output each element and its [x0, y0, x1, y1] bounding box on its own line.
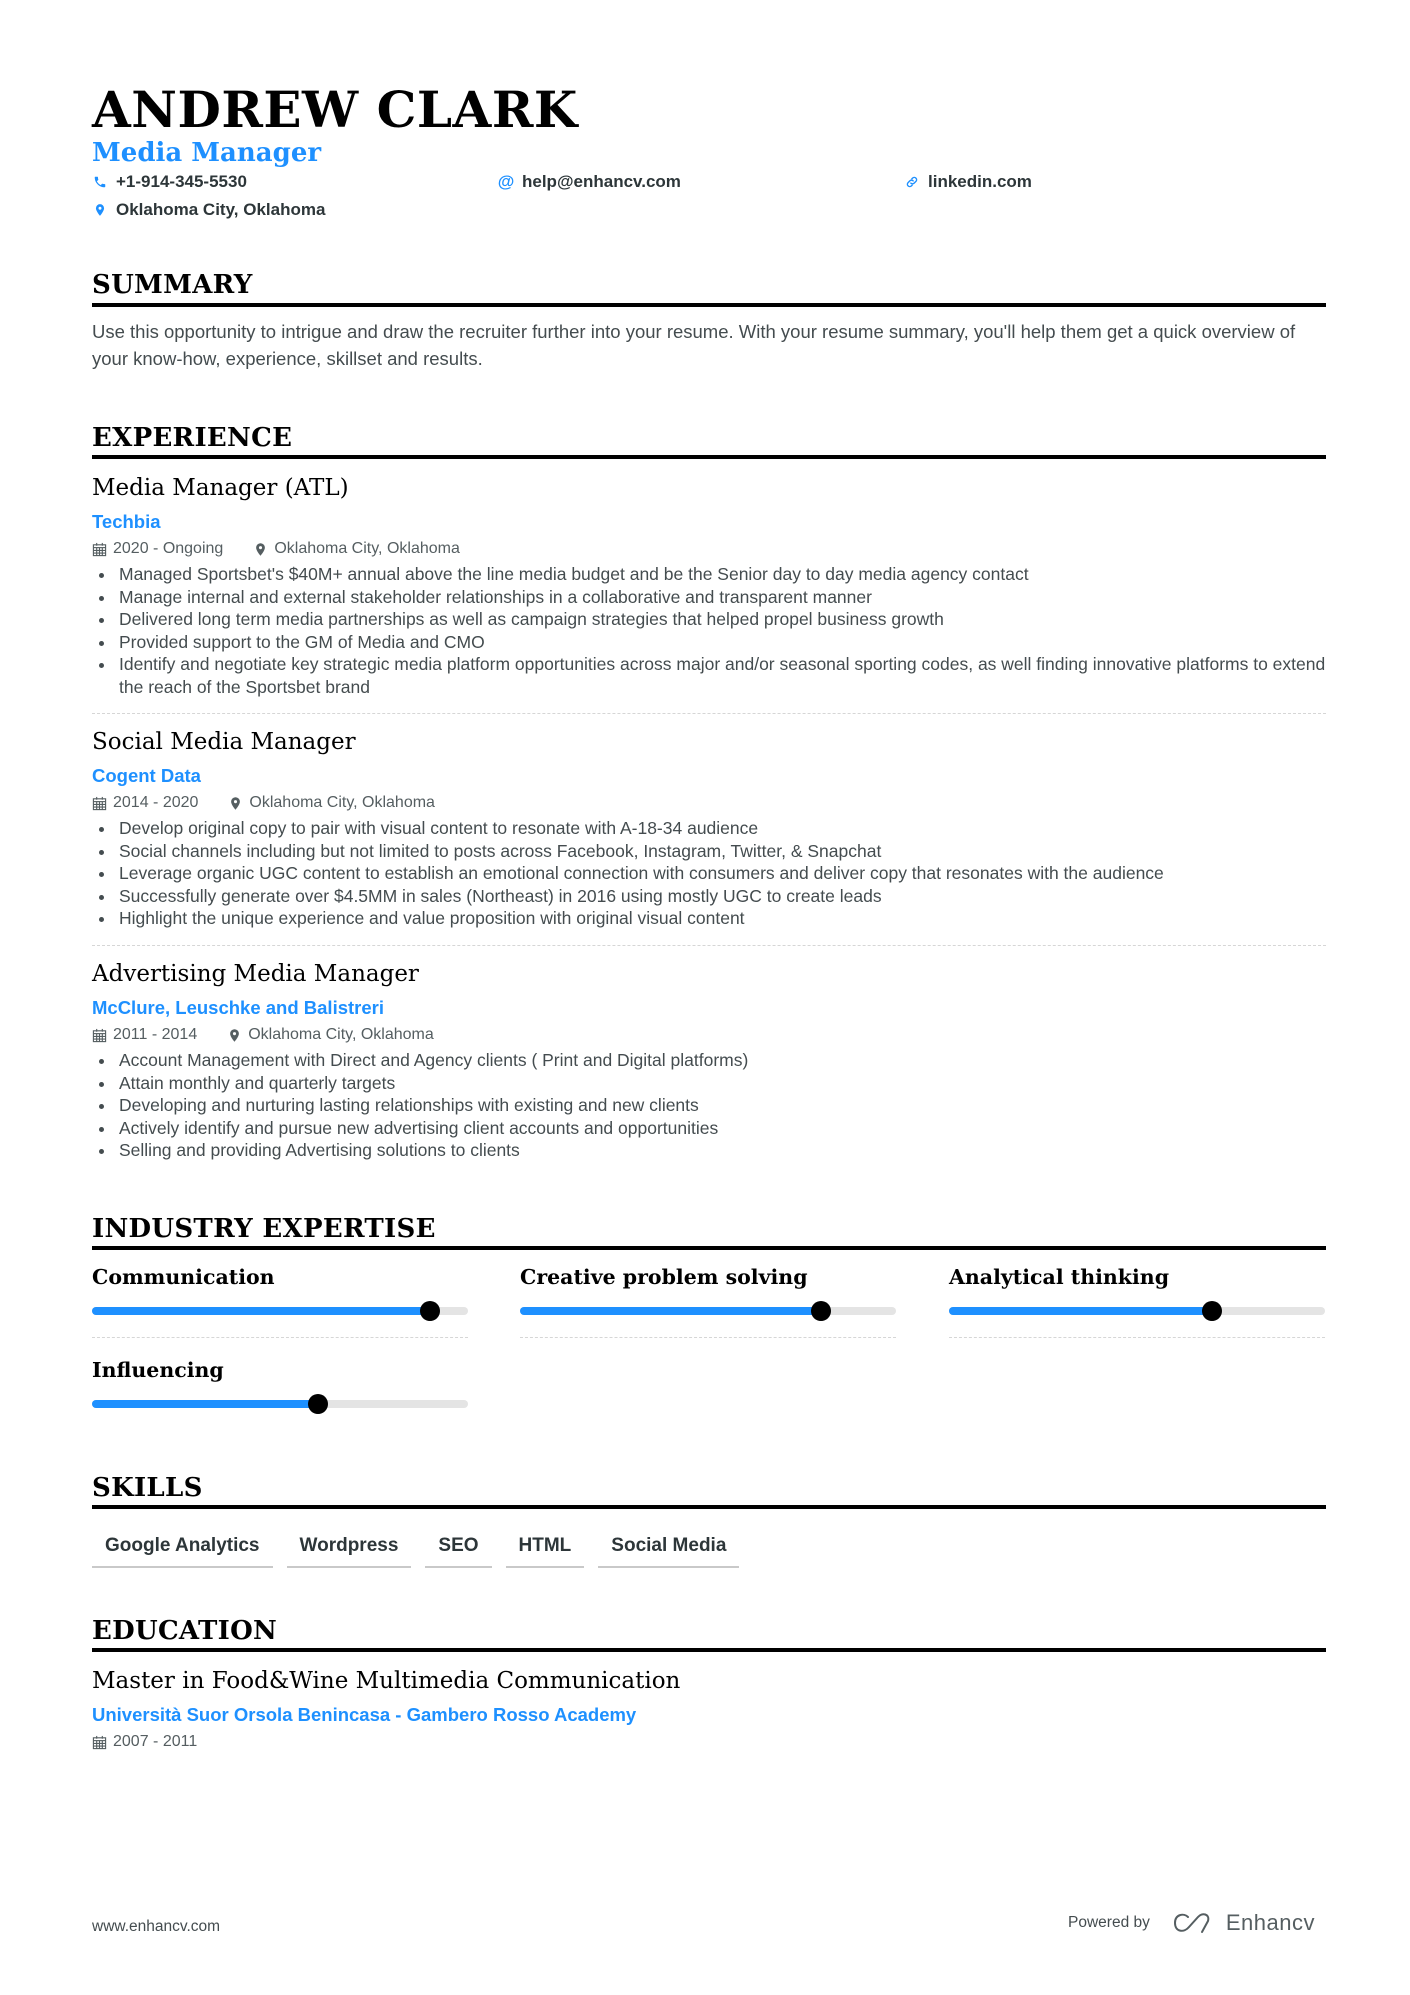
bullet-item: Delivered long term media partnerships as well as campaign strategies that helped propel business growth — [92, 608, 1326, 631]
job-entry — [92, 473, 1326, 698]
section-title-expertise: INDUSTRY EXPERTISE — [92, 1214, 436, 1244]
skill-tag: SEO — [425, 1530, 491, 1568]
degree-title: Master in Food&Wine Multimedia Communication — [92, 1668, 681, 1694]
job-title: Social Media Manager — [92, 729, 356, 755]
calendar-icon — [92, 796, 107, 811]
school-name: Università Suor Orsola Benincasa - Gambero Rosso Academy — [92, 1704, 637, 1725]
job-dates: 2014 - 2020 — [113, 794, 199, 811]
job-bullets — [92, 817, 1326, 930]
slider-fill — [92, 1400, 318, 1408]
bullet-item: Highlight the unique experience and value proposition with original visual content — [92, 907, 1326, 930]
phone-text[interactable]: +1-914-345-5530 — [116, 172, 247, 191]
job-entry — [92, 959, 1326, 1162]
job-bullets — [92, 563, 1326, 698]
slider-knob — [1202, 1301, 1222, 1321]
slider-fill — [520, 1307, 821, 1315]
job-separator — [92, 713, 1326, 714]
bullet-item: Social channels including but not limited to posts across Facebook, Instagram, Twitter, & Snapchat — [92, 840, 1326, 863]
education-dates: 2007 - 2011 — [113, 1733, 198, 1750]
expertise-slider — [520, 1307, 896, 1315]
job-meta — [92, 1024, 1326, 1046]
section-title-education: EDUCATION — [92, 1616, 278, 1646]
expertise-label: Influencing — [92, 1358, 224, 1382]
company-name: Techbia — [92, 511, 161, 532]
expertise-separator — [949, 1337, 1325, 1338]
powered-by-label: Powered by — [1068, 1914, 1150, 1931]
calendar-icon — [92, 1735, 107, 1750]
education-meta — [92, 1731, 680, 1753]
bullet-item: Develop original copy to pair with visual content to resonate with A-18-34 audience — [92, 817, 1326, 840]
job-location: Oklahoma City, Oklahoma — [274, 540, 460, 557]
education-entry — [92, 1666, 680, 1753]
company-name: McClure, Leuschke and Balistreri — [92, 997, 384, 1018]
location-pin-icon — [253, 542, 268, 557]
bullet-item: Selling and providing Advertising solutions to clients — [92, 1139, 1326, 1162]
section-divider — [92, 303, 1326, 307]
location-pin-icon — [92, 203, 108, 217]
skill-tag: Google Analytics — [92, 1530, 273, 1568]
skills-list — [92, 1530, 739, 1568]
expertise-item — [92, 1264, 468, 1315]
link-icon — [904, 175, 920, 189]
section-title-skills: SKILLS — [92, 1473, 203, 1503]
contact-location — [92, 200, 325, 220]
link-text[interactable]: linkedin.com — [928, 172, 1032, 191]
slider-knob — [308, 1394, 328, 1414]
section-title-summary: SUMMARY — [92, 270, 253, 300]
summary-text: Use this opportunity to intrigue and draw the recruiter further into your resume. With your resume summary, you'll help them get a quick overview of your know-how, experience, skillset and results. — [92, 321, 1296, 369]
location-text: Oklahoma City, Oklahoma — [116, 200, 326, 219]
contact-email — [498, 172, 681, 192]
bullet-item: Account Management with Direct and Agency clients ( Print and Digital platforms) — [92, 1049, 1326, 1072]
at-icon: @ — [497, 172, 515, 191]
slider-knob — [420, 1301, 440, 1321]
brand-name: Enhancv — [1225, 1910, 1315, 1935]
expertise-item — [520, 1264, 896, 1315]
candidate-role: Media Manager — [92, 138, 322, 168]
expertise-label: Creative problem solving — [520, 1265, 808, 1289]
expertise-label: Analytical thinking — [949, 1265, 1170, 1289]
footer-website[interactable]: www.enhancv.com — [92, 1918, 221, 1935]
section-divider — [92, 1246, 1326, 1250]
footer-branding — [1068, 1910, 1315, 1936]
calendar-icon — [92, 1028, 107, 1043]
bullet-item: Identify and negotiate key strategic media platform opportunities across major and/or seasonal sporting codes, as well finding innovative platforms to extend the reach of the Sportsbet brand — [92, 653, 1326, 698]
skill-tag: Social Media — [598, 1530, 739, 1568]
contact-phone — [92, 172, 247, 192]
expertise-item — [949, 1264, 1325, 1315]
job-dates: 2011 - 2014 — [113, 1026, 198, 1043]
candidate-name: ANDREW CLARK — [92, 80, 578, 139]
job-title: Media Manager (ATL) — [92, 475, 349, 501]
slider-knob — [811, 1301, 831, 1321]
location-pin-icon — [228, 796, 243, 811]
bullet-item: Provided support to the GM of Media and CMO — [92, 631, 1326, 654]
job-title: Advertising Media Manager — [92, 961, 419, 987]
expertise-slider — [92, 1400, 468, 1408]
job-separator — [92, 945, 1326, 946]
job-meta — [92, 538, 1326, 560]
slider-fill — [92, 1307, 430, 1315]
slider-fill — [949, 1307, 1212, 1315]
skill-tag: Wordpress — [287, 1530, 412, 1568]
bullet-item: Attain monthly and quarterly targets — [92, 1072, 1326, 1095]
job-entry — [92, 727, 1326, 930]
expertise-label: Communication — [92, 1265, 275, 1289]
job-location: Oklahoma City, Oklahoma — [248, 1026, 434, 1043]
enhancv-logo[interactable] — [1172, 1910, 1315, 1936]
job-bullets — [92, 1049, 1326, 1162]
skill-tag: HTML — [506, 1530, 585, 1568]
section-divider — [92, 1648, 1326, 1652]
expertise-slider — [92, 1307, 468, 1315]
section-divider — [92, 1505, 1326, 1509]
company-name: Cogent Data — [92, 765, 201, 786]
expertise-separator — [520, 1337, 896, 1338]
location-pin-icon — [227, 1028, 242, 1043]
expertise-separator — [92, 1337, 468, 1338]
bullet-item: Managed Sportsbet's $40M+ annual above the line media budget and be the Senior day to day media agency contact — [92, 563, 1326, 586]
job-dates: 2020 - Ongoing — [113, 540, 224, 557]
expertise-item — [92, 1357, 468, 1408]
enhancv-logo-icon — [1172, 1911, 1218, 1935]
bullet-item: Actively identify and pursue new advertising client accounts and opportunities — [92, 1117, 1326, 1140]
bullet-item: Developing and nurturing lasting relationships with existing and new clients — [92, 1094, 1326, 1117]
bullet-item: Successfully generate over $4.5MM in sales (Northeast) in 2016 using mostly UGC to create leads — [92, 885, 1326, 908]
email-text[interactable]: help@enhancv.com — [522, 172, 681, 191]
section-title-experience: EXPERIENCE — [92, 423, 293, 453]
contact-link — [904, 172, 1032, 192]
job-meta — [92, 792, 1326, 814]
section-divider — [92, 455, 1326, 459]
expertise-slider — [949, 1307, 1325, 1315]
calendar-icon — [92, 542, 107, 557]
bullet-item: Leverage organic UGC content to establish an emotional connection with consumers and deliver copy that resonates with the audience — [92, 862, 1326, 885]
bullet-item: Manage internal and external stakeholder relationships in a collaborative and transparent manner — [92, 586, 1326, 609]
job-location: Oklahoma City, Oklahoma — [249, 794, 435, 811]
phone-icon — [92, 175, 108, 189]
